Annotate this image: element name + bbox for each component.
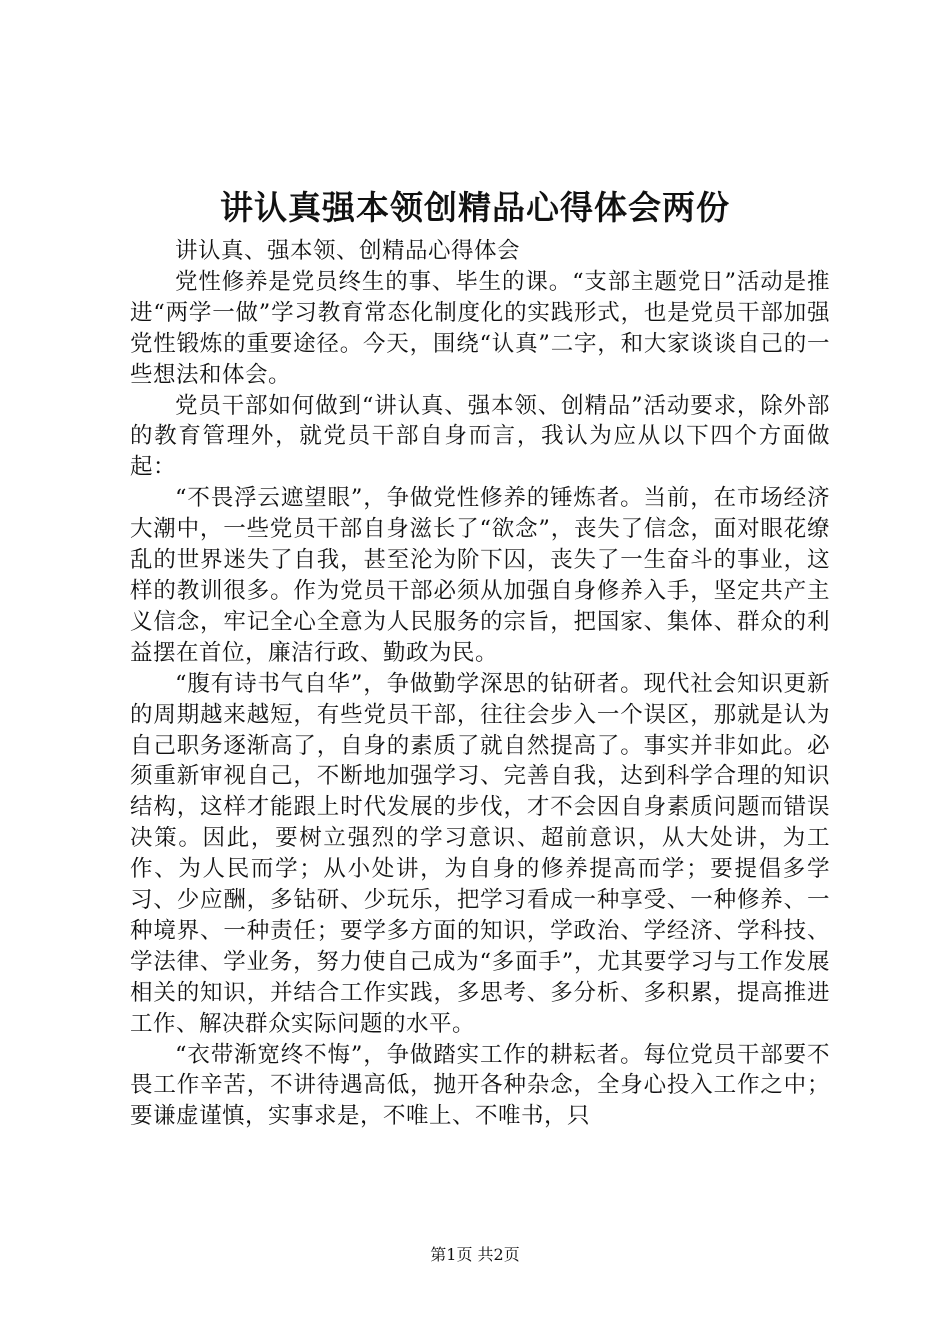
paragraph-point-3: “衣带渐宽终不悔”，争做踏实工作的耕耘者。每位党员干部要不畏工作辛苦，不讲待遇高低，抛开各种杂念，全身心投入工作之中；要谦虚谨慎，实事求是，不唯上、不唯书，只	[130, 1041, 830, 1130]
paragraph-subtitle: 讲认真、强本领、创精品心得体会	[175, 238, 521, 264]
paragraph-point-1: “不畏浮云遮望眼”，争做党性修养的锤炼者。当前，在市场经济大潮中，一些党员干部自身滋长了“欲念”，丧失了信念，面对眼花缭乱的世界迷失了自我，甚至沦为阶下囚，丧失了一生奋斗的事业，这样的教训很多。作为党员干部必须从加强自身修养入手，坚定共产主义信念，牢记全心全意为人民服务的宗旨，把国家、集体、群众的利益摆在首位，廉洁行政、勤政为民。	[130, 485, 830, 666]
paragraph-intro: 党性修养是党员终生的事、毕生的课。“支部主题党日”活动是推进“两学一做”学习教育常态化制度化的实践形式，也是党员干部加强党性锻炼的重要途径。今天，围绕“认真”二字，和大家谈谈自己的一些想法和体会。	[130, 268, 830, 388]
paragraph-requirements: 党员干部如何做到“讲认真、强本领、创精品”活动要求，除外部的教育管理外，就党员干部自身而言，我认为应从以下四个方面做起：	[130, 392, 830, 481]
paragraph-point-2: “腹有诗书气自华”，争做勤学深思的钻研者。现代社会知识更新的周期越来越短，有些党员干部，往往会步入一个误区，那就是认为自己职务逐渐高了，自身的素质了就自然提高了。事实并非如此。必须重新审视自己，不断地加强学习、完善自我，达到科学合理的知识结构，这样才能跟上时代发展的步伐，才不会因自身素质问题而错误决策。因此，要树立强烈的学习意识、超前意识，从大处讲，为工作、为人民而学；从小处讲，为自身的修养提高而学；要提倡多学习、少应酬，多钻研、少玩乐，把学习看成一种享受、一种修养、一种境界、一种责任；要学多方面的知识，学政治、学经济、学科技、学法律、学业务，努力使自己成为“多面手”，尤其要学习与工作发展相关的知识，并结合工作实践，多思考、多分析、多积累，提高推进工作、解决群众实际问题的水平。	[130, 670, 830, 1037]
page-number-footer: 第1页 共2页	[430, 1245, 520, 1264]
document-body	[130, 236, 830, 1132]
document-title: 讲认真强本领创精品心得体会两份	[220, 188, 730, 227]
